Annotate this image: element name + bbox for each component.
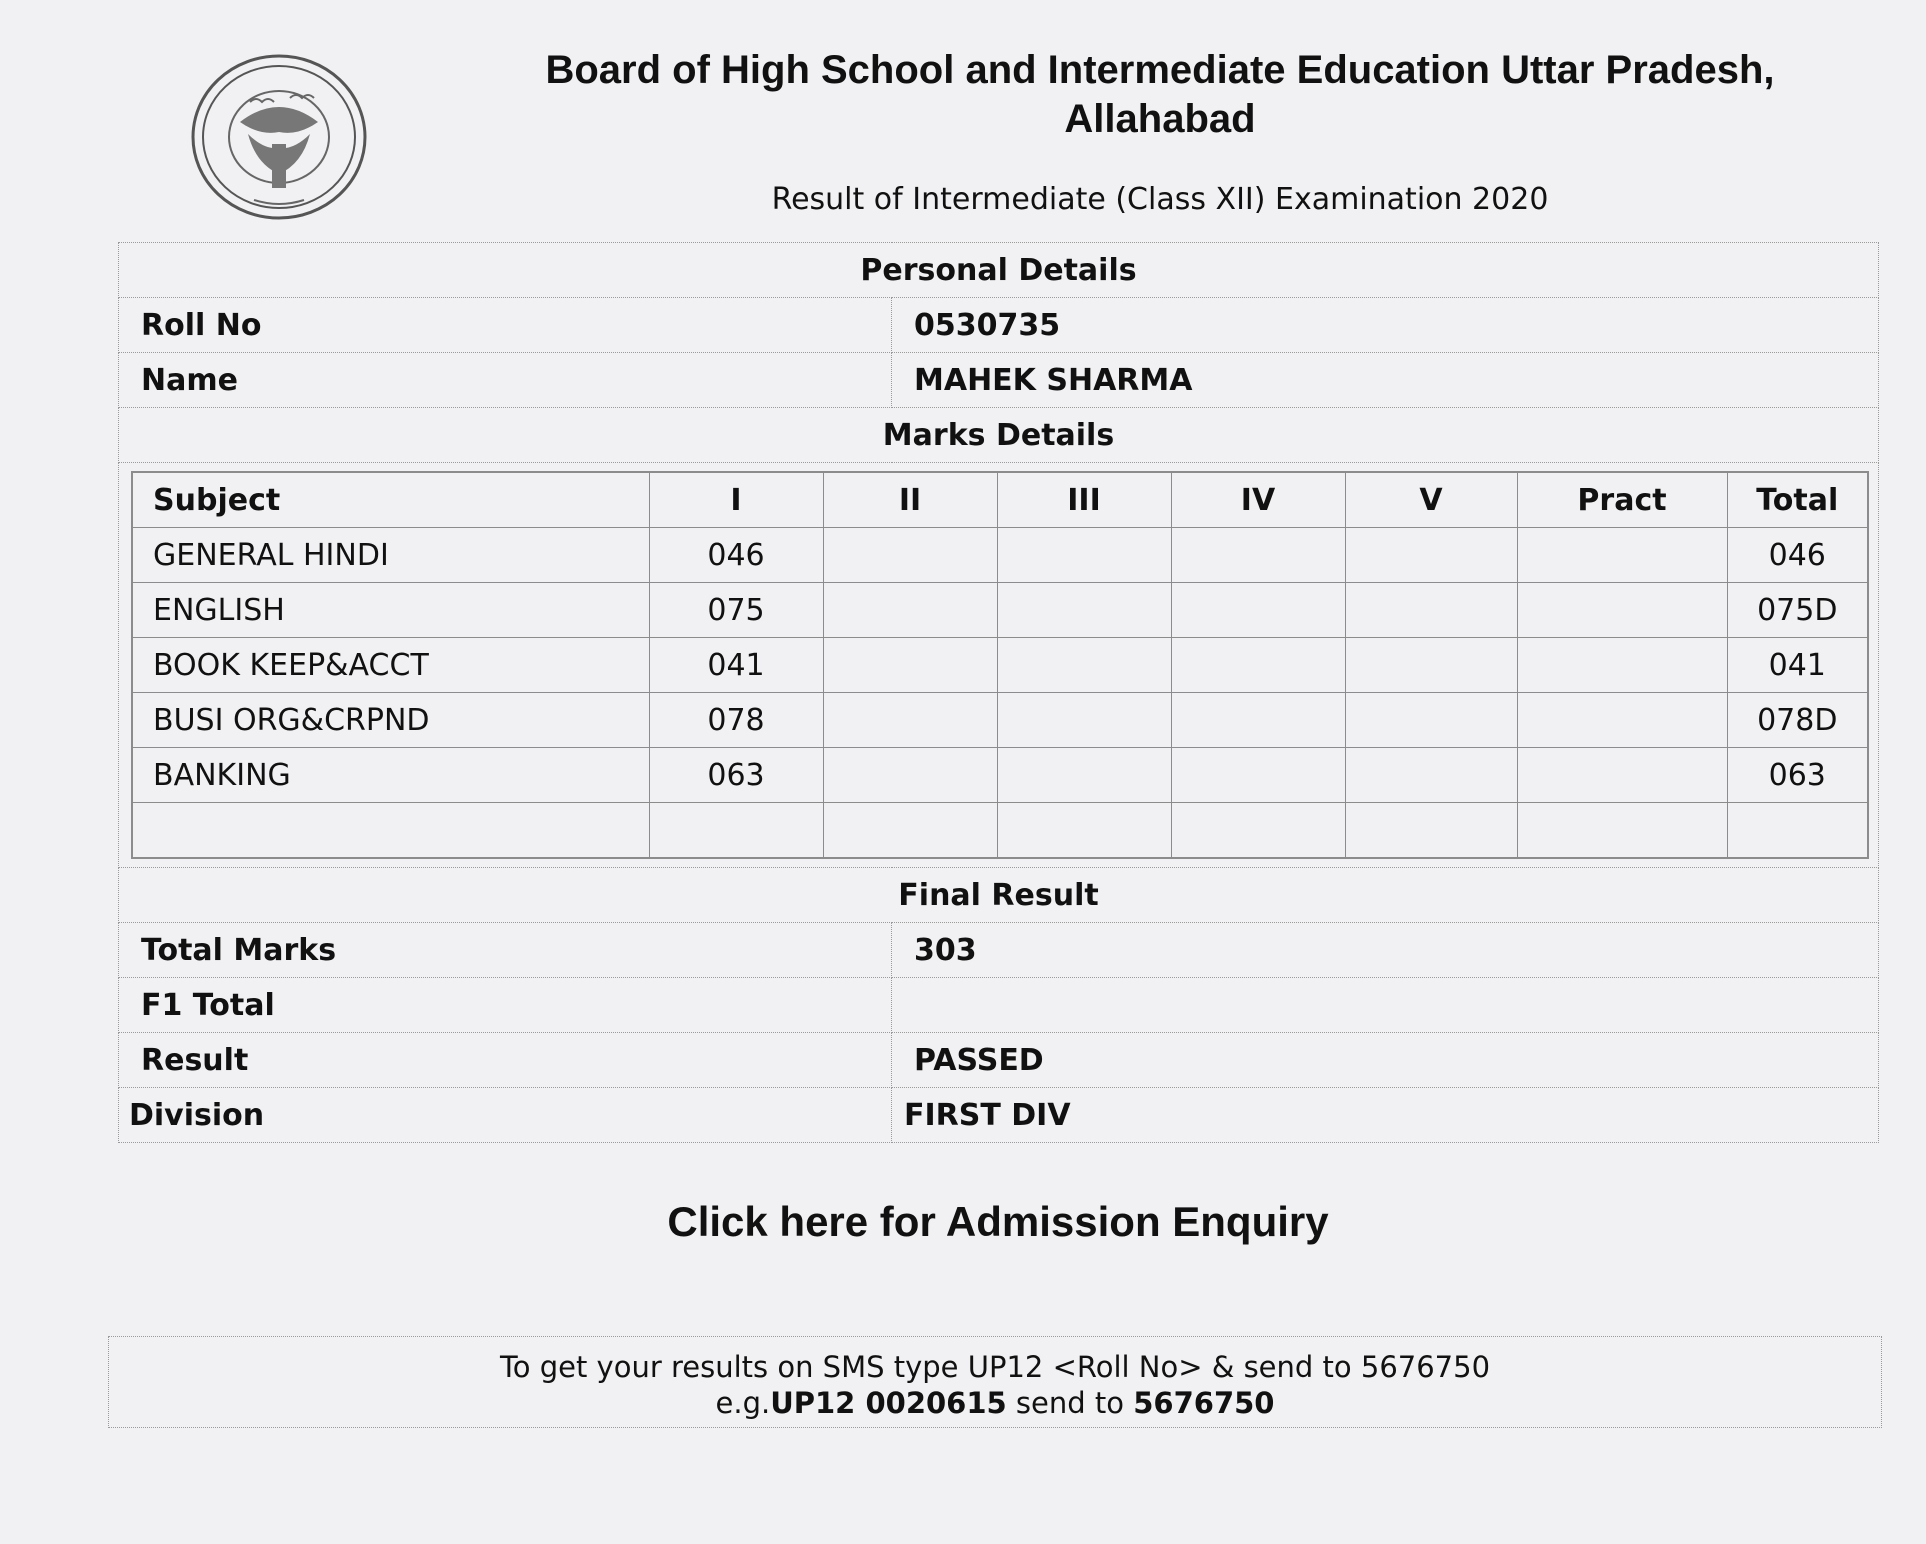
marks-cell-iii [997, 528, 1171, 583]
marks-row [132, 528, 1868, 583]
marks-cell-iv [1171, 748, 1345, 803]
marks-header-iii: III [997, 472, 1171, 528]
marks-header-subject: Subject [132, 472, 649, 528]
marks-cell-iii [997, 693, 1171, 748]
name-row [119, 353, 1879, 408]
marks-cell-i: 063 [649, 748, 823, 803]
f1-total-label: F1 Total [119, 978, 892, 1033]
name-value: MAHEK SHARMA [892, 353, 1879, 408]
marks-cell-iii [997, 748, 1171, 803]
sms-example-code: UP12 0020615 [770, 1386, 1007, 1420]
subject-cell: GENERAL HINDI [132, 528, 649, 583]
result-label: Result [119, 1033, 892, 1088]
sms-example-prefix: e.g. [715, 1386, 771, 1420]
marks-cell-total: 078D [1727, 693, 1868, 748]
admission-enquiry-link[interactable]: Click here for Admission Enquiry [667, 1198, 1329, 1245]
board-title-line1: Board of High School and Intermediate Education Uttar Pradesh, [545, 48, 1775, 92]
subject-cell: BUSI ORG&CRPND [132, 693, 649, 748]
marks-cell-v [1345, 748, 1517, 803]
marks-table [131, 471, 1869, 859]
subject-cell: BANKING [132, 748, 649, 803]
marks-cell-v [1345, 638, 1517, 693]
subject-cell: ENGLISH [132, 583, 649, 638]
marks-cell-iii [997, 803, 1171, 859]
exam-subtitle: Result of Intermediate (Class XII) Examination 2020 [771, 182, 1549, 217]
marks-cell-iii [997, 638, 1171, 693]
f1-total-value [892, 978, 1879, 1033]
marks-cell-i: 041 [649, 638, 823, 693]
marks-cell-pract [1517, 803, 1727, 859]
marks-cell-pract [1517, 693, 1727, 748]
sms-line2 [109, 1385, 1881, 1421]
marks-cell-pract [1517, 638, 1727, 693]
marks-cell-iv [1171, 803, 1345, 859]
marks-cell-total [1727, 803, 1868, 859]
marks-header-pract: Pract [1517, 472, 1727, 528]
marks-cell-v [1345, 693, 1517, 748]
marks-row [132, 583, 1868, 638]
result-row [119, 1033, 1879, 1088]
sms-line1: To get your results on SMS type UP12 <Roll No> & send to 5676750 [499, 1350, 1491, 1384]
sms-example-middle: send to [1006, 1386, 1134, 1420]
marks-cell-i: 046 [649, 528, 823, 583]
marks-cell-iv [1171, 528, 1345, 583]
marks-cell-iv [1171, 583, 1345, 638]
marks-row [132, 803, 1868, 859]
marks-cell-ii [823, 528, 997, 583]
marks-header-total: Total [1727, 472, 1868, 528]
up-seal-icon [190, 52, 368, 222]
marks-cell-v [1345, 583, 1517, 638]
marks-header-v: V [1345, 472, 1517, 528]
subject-cell: BOOK KEEP&ACCT [132, 638, 649, 693]
marks-details-heading: Marks Details [119, 408, 1879, 463]
total-marks-value: 303 [892, 923, 1879, 978]
roll-value: 0530735 [892, 298, 1879, 353]
marks-header-ii: II [823, 472, 997, 528]
marks-cell-ii [823, 583, 997, 638]
marks-cell-ii [823, 748, 997, 803]
marks-header-i: I [649, 472, 823, 528]
marks-cell-pract [1517, 528, 1727, 583]
marks-cell-ii [823, 803, 997, 859]
marks-cell-iv [1171, 693, 1345, 748]
marks-cell-v [1345, 803, 1517, 859]
marks-header-row [132, 472, 1868, 528]
marks-cell-i: 078 [649, 693, 823, 748]
division-label: Division [119, 1088, 892, 1143]
marks-cell-ii [823, 638, 997, 693]
marks-cell-iv [1171, 638, 1345, 693]
marks-cell-total: 075D [1727, 583, 1868, 638]
board-title-line2: Allahabad [1064, 97, 1256, 141]
result-value: PASSED [892, 1033, 1879, 1088]
total-marks-row [119, 923, 1879, 978]
sms-info-box [108, 1336, 1882, 1428]
marks-cell-iii [997, 583, 1171, 638]
marks-cell-ii [823, 693, 997, 748]
result-table [118, 242, 1879, 1143]
marks-container [119, 463, 1879, 868]
f1-total-row [119, 978, 1879, 1033]
subject-cell [132, 803, 649, 859]
marks-cell-total: 063 [1727, 748, 1868, 803]
final-result-heading: Final Result [119, 868, 1879, 923]
personal-details-heading: Personal Details [119, 243, 1879, 298]
marks-cell-v [1345, 528, 1517, 583]
marks-cell-total: 046 [1727, 528, 1868, 583]
marks-header-iv: IV [1171, 472, 1345, 528]
division-value: FIRST DIV [892, 1088, 1879, 1143]
marks-cell-pract [1517, 583, 1727, 638]
marks-cell-total: 041 [1727, 638, 1868, 693]
sms-example-number: 5676750 [1133, 1386, 1275, 1420]
marks-cell-i [649, 803, 823, 859]
marks-row [132, 693, 1868, 748]
name-label: Name [119, 353, 892, 408]
total-marks-label: Total Marks [119, 923, 892, 978]
marks-row [132, 748, 1868, 803]
marks-row [132, 638, 1868, 693]
board-title [430, 46, 1890, 144]
roll-label: Roll No [119, 298, 892, 353]
division-row [119, 1088, 1879, 1143]
roll-row [119, 298, 1879, 353]
marks-cell-i: 075 [649, 583, 823, 638]
marks-cell-pract [1517, 748, 1727, 803]
